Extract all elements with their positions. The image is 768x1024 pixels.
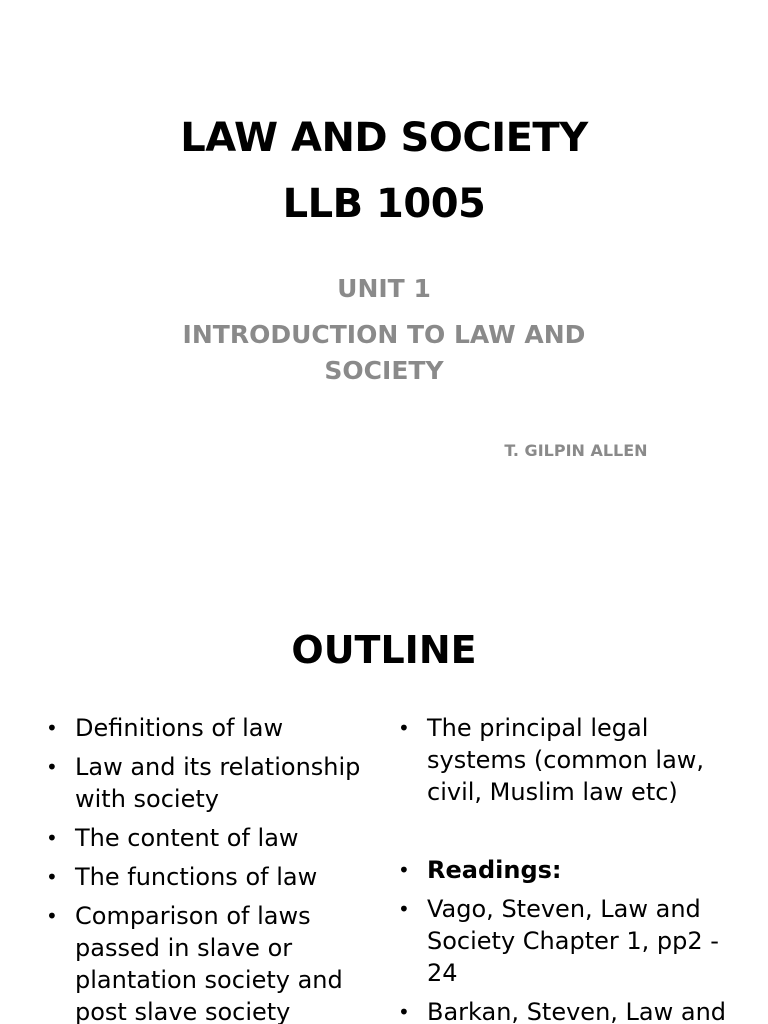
list-item <box>42 900 372 1024</box>
slide-title: LAW AND SOCIETY <box>180 115 588 161</box>
list-item-text: Law and its relationship with society <box>75 753 361 813</box>
course-code: LLB 1005 <box>282 181 486 227</box>
list-item-text: The content of law <box>75 824 299 852</box>
unit-number: UNIT 1 <box>337 274 431 303</box>
list-item-text: The principal legal systems (common law, civil, Muslim law etc) <box>427 714 705 806</box>
bullet-icon: • <box>46 904 58 928</box>
bullet-icon: • <box>46 826 58 850</box>
bullet-icon: • <box>46 755 58 779</box>
unit-title: INTRODUCTION TO LAW AND SOCIETY <box>182 320 586 385</box>
list-item <box>394 712 734 808</box>
outline-slide <box>0 576 768 1024</box>
bullet-icon: • <box>398 858 410 882</box>
readings-heading <box>394 854 734 886</box>
readings-label: Readings: <box>427 856 562 884</box>
list-item <box>394 893 734 989</box>
list-item-text: Definitions of law <box>75 714 284 742</box>
list-item-text: Vago, Steven, Law and Society Chapter 1, pp2 - 24 <box>427 895 719 987</box>
list-item-text: Barkan, Steven, Law and <box>427 998 727 1024</box>
list-item <box>42 822 372 854</box>
bullet-icon: • <box>46 865 58 889</box>
outline-title: OUTLINE <box>291 628 477 672</box>
bullet-icon: • <box>398 897 410 921</box>
list-item <box>42 712 372 744</box>
list-spacer <box>394 815 734 847</box>
bullet-icon: • <box>46 716 58 740</box>
outline-left-list <box>42 712 372 1024</box>
list-item <box>394 996 734 1024</box>
author-name: T. GILPIN ALLEN <box>504 441 648 460</box>
outline-right-list <box>394 712 734 1024</box>
bullet-icon: • <box>398 716 410 740</box>
bullet-icon: • <box>398 1000 410 1024</box>
list-item-text: Comparison of laws passed in slave or plantation society and post slave society <box>75 902 343 1024</box>
list-item <box>42 861 372 893</box>
list-item <box>42 751 372 815</box>
list-item-text: The functions of law <box>75 863 318 891</box>
